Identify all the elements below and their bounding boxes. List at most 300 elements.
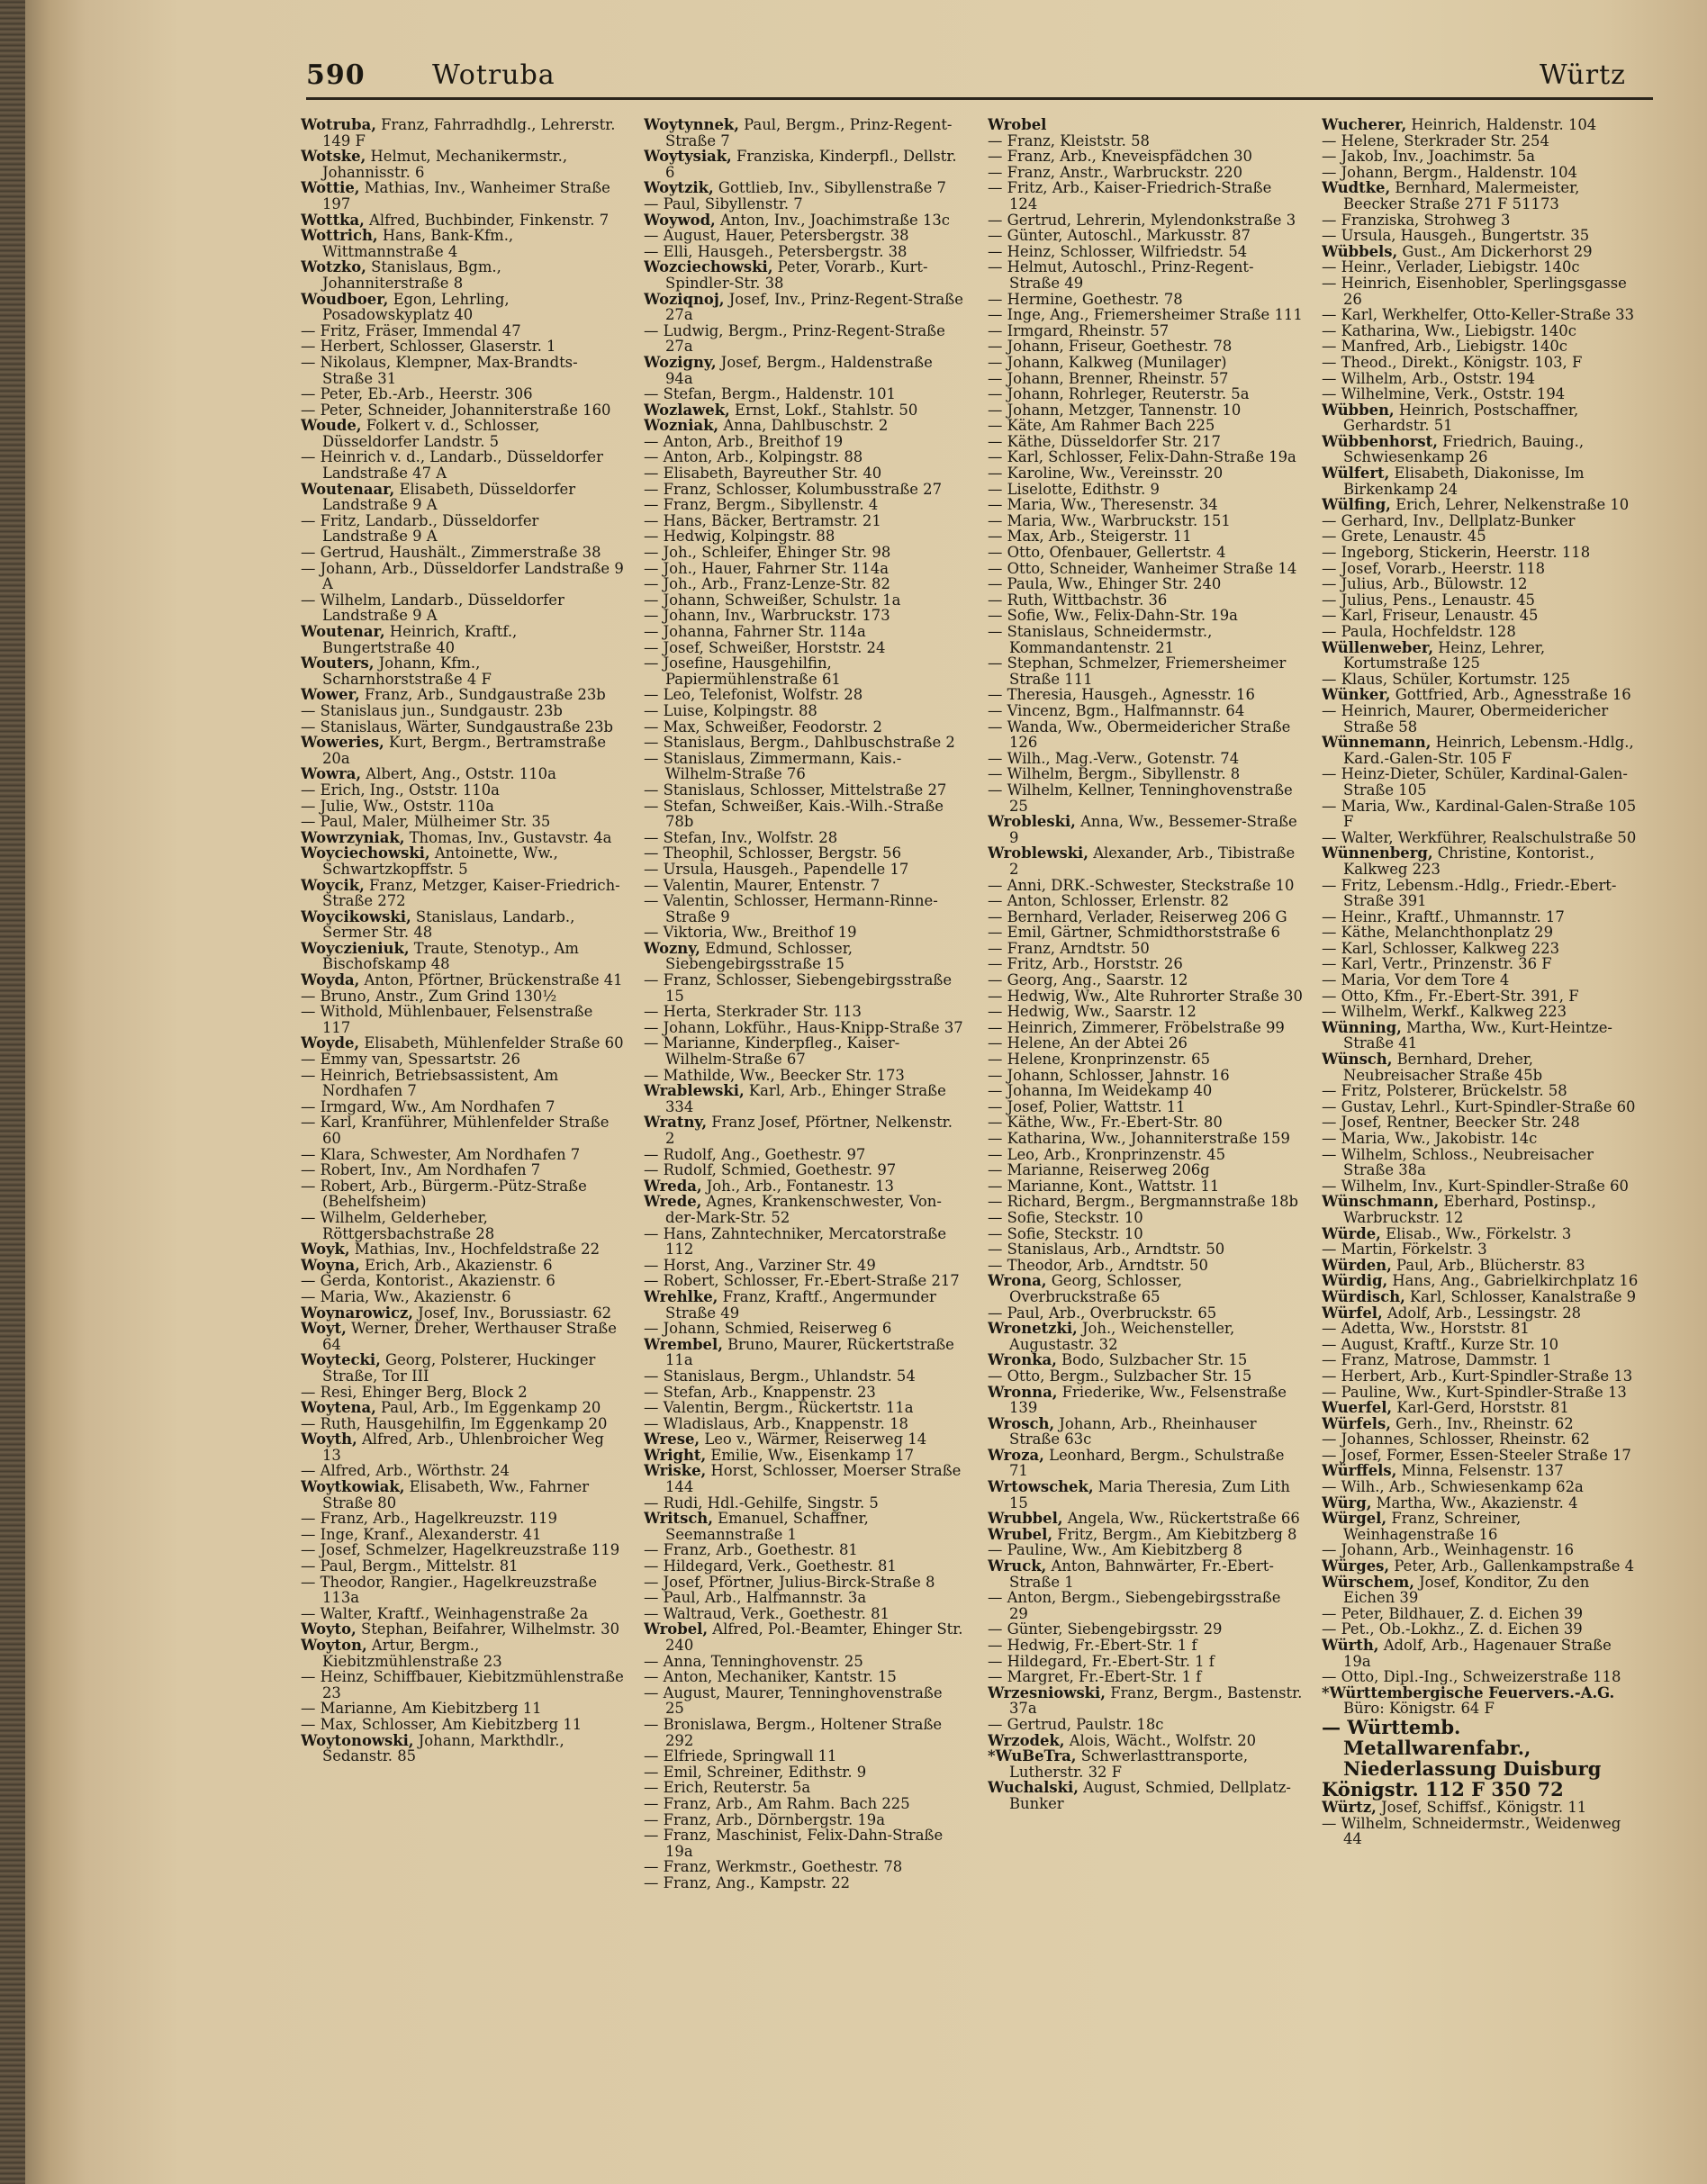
directory-entry <box>1322 1194 1639 1225</box>
entry-details: — Sofie, Steckstr. 10 <box>988 1208 1143 1226</box>
directory-entry <box>988 1321 1303 1352</box>
entry-details: — Leo, Telefonist, Wolfstr. 28 <box>644 686 863 704</box>
entry-surname: Wrtowschek, <box>988 1478 1094 1496</box>
entry-details: Elisabeth, Diakonisse, Im Birkenkamp 24 <box>1343 465 1585 498</box>
entry-surname: Wotske, <box>301 148 366 166</box>
entry-surname: Wünnenberg, <box>1322 844 1433 862</box>
entry-details: — Franz, Arb., Kneveispfädchen 30 <box>988 148 1252 166</box>
directory-entry <box>644 1590 963 1606</box>
entry-details: — Joh., Arb., Franz-Lenze-Str. 82 <box>644 575 890 593</box>
entry-details: — Otto, Dipl.-Ing., Schweizerstraße 118 <box>1322 1668 1621 1686</box>
entry-details: Karl, Schlosser, Kanalstraße 9 <box>1404 1287 1637 1305</box>
directory-entry <box>644 1416 963 1432</box>
entry-details: — Käte, Am Rahmer Bach 225 <box>988 417 1215 435</box>
entry-details: — Stanislaus jun., Sundgaustr. 23b <box>301 701 563 719</box>
entry-surname: Wünnemann, <box>1322 734 1432 752</box>
directory-entry <box>1322 640 1639 672</box>
directory-entry <box>1322 180 1639 212</box>
entry-surname: Würtz, <box>1322 1798 1377 1816</box>
entry-details: — Gustav, Lehrl., Kurt-Spindler-Straße 60 <box>1322 1097 1636 1115</box>
entry-details: — Johann, Schweißer, Schulstr. 1a <box>644 591 901 609</box>
entry-details: — Franz, Bergm., Sibyllenstr. 4 <box>644 496 879 514</box>
entry-details: — Karl, Schlosser, Kalkweg 223 <box>1322 939 1560 957</box>
directory-entry <box>301 513 625 545</box>
directory-entry <box>301 1431 625 1463</box>
directory-entry <box>1322 513 1639 529</box>
entry-surname: Woyt, <box>301 1320 347 1338</box>
entry-details: — Hedwig, Fr.-Ebert-Str. 1 f <box>988 1637 1197 1654</box>
directory-entry <box>644 1717 963 1748</box>
entry-details: — Wladislaus, Arb., Knappenstr. 18 <box>644 1414 908 1432</box>
directory-entry <box>644 1020 963 1036</box>
entry-details: — Nikolaus, Klempner, Max-Brandts-Straße 31 <box>301 353 578 387</box>
entry-details: — Wilhelm, Gelderheber, Röttgersbachstraße 28 <box>301 1208 495 1242</box>
entry-details: — Anton, Arb., Kolpingstr. 88 <box>644 448 863 466</box>
entry-details: Alois, Wächt., Wolfstr. 20 <box>1064 1731 1257 1749</box>
directory-entry <box>644 482 963 498</box>
entry-surname: Woyton, <box>301 1637 367 1654</box>
entry-details: — Elisabeth, Bayreuther Str. 40 <box>644 465 882 483</box>
entry-surname: Wrede, <box>644 1193 702 1211</box>
entry-details: — Wilhelm, Kellner, Tenninghovenstraße 25 <box>988 781 1293 815</box>
entry-details: Alfred, Buchbinder, Finkenstr. 7 <box>364 211 610 229</box>
header-first-name: Wotruba <box>432 59 555 91</box>
directory-entry <box>1322 228 1639 244</box>
entry-details: — Hedwig, Kolpingstr. 88 <box>644 528 835 546</box>
entry-details: — Theodor, Rangier., Hagelkreuzstraße 113a <box>301 1573 598 1607</box>
directory-entry <box>988 1051 1303 1068</box>
entry-surname: Wroza, <box>988 1446 1044 1464</box>
entry-details: — Hans, Bäcker, Bertramstr. 21 <box>644 511 881 529</box>
entry-details: — Johann, Metzger, Tannenstr. 10 <box>988 401 1242 419</box>
directory-entry <box>301 1400 625 1416</box>
entry-details: — Valentin, Schlosser, Hermann-Rinne-Straße 9 <box>644 892 938 925</box>
directory-entry <box>988 1385 1303 1416</box>
entry-details: Werner, Dreher, Werthauser Straße 64 <box>322 1320 617 1353</box>
entry-details: — Max, Arb., Steigerstr. 11 <box>988 528 1192 546</box>
entry-details: — Herta, Sterkrader Str. 113 <box>644 1003 862 1021</box>
directory-entry <box>644 1385 963 1401</box>
directory-entry <box>1322 576 1639 592</box>
entry-details: — Theod., Direkt., Königstr. 103, F <box>1322 353 1583 371</box>
entry-details: — Gertrud, Paulstr. 18c <box>988 1715 1164 1733</box>
entry-surname: Woynarowicz, <box>301 1304 413 1322</box>
directory-entry <box>301 323 625 339</box>
entry-surname: Wower, <box>301 686 360 704</box>
entry-details: Stanislaus, Landarb., Sermer Str. 48 <box>322 907 575 942</box>
directory-entry <box>988 1748 1303 1780</box>
entry-surname: Wowra, <box>301 765 362 783</box>
entry-surname: Wünker, <box>1322 686 1391 704</box>
directory-entry <box>301 1273 625 1289</box>
entry-details: — Franz, Matrose, Dammstr. 1 <box>1322 1351 1552 1369</box>
directory-entry <box>988 925 1303 941</box>
entry-surname: Wülfert, <box>1322 465 1390 483</box>
entry-details: Elisabeth, Ww., Fahrner Straße 80 <box>322 1478 590 1512</box>
directory-entry <box>988 117 1303 133</box>
directory-entry <box>301 180 625 212</box>
directory-entry <box>301 1606 625 1622</box>
directory-entry <box>988 655 1303 687</box>
directory-entry <box>1322 878 1639 909</box>
entry-details: — Helene, An der Abtei 26 <box>988 1034 1188 1052</box>
entry-details: Franz, Bergm., Bastenstr. 37a <box>1009 1683 1303 1718</box>
entry-details: — Stefan, Bergm., Haldenstr. 101 <box>644 385 896 403</box>
entry-surname: Woziqnoj, <box>644 290 725 308</box>
entry-details: Josef, Inv., Prinz-Regent-Straße 27a <box>665 290 963 324</box>
entry-details: — Robert, Arb., Bürgerm.-Pütz-Straße (Behelfsheim) <box>301 1177 587 1211</box>
directory-entry <box>1322 1258 1639 1274</box>
entry-details: — Heinrich, Betriebsassistent, Am Nordhafen 7 <box>301 1066 559 1100</box>
directory-entry <box>1322 845 1639 877</box>
entry-details: Georg, Polsterer, Huckinger Straße, Tor III <box>322 1351 596 1385</box>
entry-surname: Wottrich, <box>301 227 378 245</box>
entry-details: Bernhard, Dreher, Neubreisacher Straße 45b <box>1343 1051 1543 1084</box>
directory-entry <box>644 576 963 592</box>
directory-entry <box>301 972 625 988</box>
entry-details: — Paul, Arb., Overbruckstr. 65 <box>988 1304 1217 1322</box>
entry-details: — Peter, Schneider, Johanniterstraße 160 <box>301 401 611 419</box>
entry-details: Franz, Fahrradhdlg., Lehrerstr. 149 F <box>322 117 616 149</box>
entry-details: — Ursula, Hausgeh., Papendelle 17 <box>644 860 909 878</box>
directory-entry <box>644 972 963 1004</box>
directory-entry <box>301 766 625 782</box>
directory-entry <box>988 371 1303 387</box>
directory-entry <box>644 259 963 291</box>
entry-details: — Ursula, Hausgeh., Bungertstr. 35 <box>1322 227 1590 245</box>
entry-details: — Franz, Maschinist, Felix-Dahn-Straße 19a <box>644 1827 944 1860</box>
entry-details: — Marianne, Am Kiebitzberg 11 <box>301 1700 542 1718</box>
entry-surname: Wuchalski, <box>988 1779 1079 1797</box>
entry-surname: Wronetzki, <box>988 1320 1078 1338</box>
entry-surname: Wünschmann, <box>1322 1193 1440 1211</box>
directory-entry <box>988 751 1303 767</box>
entry-surname: Woycikowski, <box>301 907 411 925</box>
entry-surname: Woycik, <box>301 876 365 894</box>
directory-entry <box>644 1764 963 1781</box>
entry-details: — Sofie, Steckstr. 10 <box>988 1224 1143 1242</box>
entry-details: Angela, Ww., Rückertstraße 66 <box>1062 1510 1300 1528</box>
directory-entry <box>988 1479 1303 1511</box>
directory-entry <box>1322 117 1639 133</box>
entry-surname: Würges, <box>1322 1557 1390 1575</box>
directory-entry <box>644 608 963 624</box>
entry-details: Bernhard, Malermeister, Beecker Straße 271 F 51173 <box>1343 179 1580 212</box>
directory-entry <box>1322 1051 1639 1083</box>
entry-surname: Wudtke, <box>1322 179 1391 197</box>
directory-entry <box>1322 338 1639 355</box>
directory-entry <box>1322 956 1639 972</box>
entry-surname: Würde, <box>1322 1224 1381 1242</box>
directory-entry <box>1322 1289 1639 1305</box>
entry-details: — Resi, Ehinger Berg, Block 2 <box>301 1383 528 1401</box>
directory-entry <box>988 1035 1303 1051</box>
column-3 <box>988 117 1303 2062</box>
directory-entry <box>988 545 1303 561</box>
directory-entry <box>1322 1621 1639 1638</box>
directory-entry <box>1322 608 1639 624</box>
directory-entry <box>1322 1273 1639 1289</box>
directory-entry <box>1322 1685 1639 1717</box>
directory-entry <box>988 624 1303 655</box>
entry-details: Bodo, Sulzbacher Str. 15 <box>1056 1351 1248 1369</box>
directory-entry <box>1322 592 1639 609</box>
directory-entry <box>644 1669 963 1685</box>
directory-entry <box>644 528 963 545</box>
directory-entry <box>1322 212 1639 229</box>
entry-details: — Helmut, Autoschl., Prinz-Regent-Straße 49 <box>988 258 1254 292</box>
entry-details: Erich, Lehrer, Nelkenstraße 10 <box>1390 496 1630 514</box>
directory-entry <box>1322 703 1639 735</box>
entry-details: — Max, Schweißer, Feodorstr. 2 <box>644 717 882 736</box>
directory-entry <box>988 592 1303 609</box>
directory-entry <box>1322 766 1639 798</box>
directory-entry <box>988 1147 1303 1163</box>
entry-details: Folkert v. d., Schlosser, Düsseldorfer Landstr. 5 <box>322 417 540 450</box>
directory-entry <box>1322 355 1639 371</box>
directory-entry <box>644 1748 963 1764</box>
directory-entry <box>988 608 1303 624</box>
entry-surname: Woytysiak, <box>644 148 732 166</box>
entry-details: Georg, Schlosser, Overbruckstraße 65 <box>1009 1272 1182 1305</box>
entry-details: — Pet., Ob.-Lokhz., Z. d. Eichen 39 <box>1322 1620 1583 1638</box>
entry-details: — Gertrud, Lehrerin, Mylendonkstraße 3 <box>988 211 1296 229</box>
entry-details: — Emmy van, Spessartstr. 26 <box>301 1051 520 1069</box>
entry-details: Friederike, Ww., Felsenstraße 139 <box>1009 1383 1287 1417</box>
entry-details: August, Schmied, Dellplatz-Bunker <box>1009 1779 1291 1812</box>
entry-details: — Manfred, Arb., Liebigstr. 140c <box>1322 338 1567 356</box>
directory-entry <box>644 1558 963 1575</box>
entry-details: — Heinz, Schiffbauer, Kiebitzmühlenstraße 23 <box>301 1668 624 1701</box>
entry-details: Emanuel, Schaffner, Seemannstraße 1 <box>665 1510 869 1543</box>
entry-surname: Wülfing, <box>1322 496 1391 514</box>
entry-surname: Würth, <box>1322 1637 1379 1654</box>
directory-entry <box>644 212 963 229</box>
directory-entry <box>301 482 625 513</box>
directory-entry <box>301 830 625 846</box>
directory-entry <box>301 1717 625 1733</box>
entry-details: — Heinrich, Zimmerer, Fröbelstraße 99 <box>988 1018 1285 1036</box>
directory-entry <box>988 1368 1303 1385</box>
entry-details: Karl-Gerd, Horststr. 81 <box>1392 1399 1569 1417</box>
entry-details: — Wilhelm, Werkf., Kalkweg 223 <box>1322 1003 1567 1021</box>
directory-entry <box>1322 941 1639 957</box>
directory-entry <box>988 1273 1303 1304</box>
directory-entry <box>988 1352 1303 1368</box>
entry-surname: Woyto, <box>301 1620 357 1638</box>
entry-details: — Hildegard, Fr.-Ebert-Str. 1 f <box>988 1652 1215 1670</box>
entry-details: — Elfriede, Springwall 11 <box>644 1747 837 1765</box>
entry-details: Anton, Bahnwärter, Fr.-Ebert-Straße 1 <box>1009 1557 1274 1591</box>
entry-surname: Wowrzyniak, <box>301 828 405 846</box>
entry-details: Eberhard, Postinsp., Warbruckstr. 12 <box>1343 1193 1596 1226</box>
directory-entry <box>644 449 963 465</box>
directory-entry <box>644 513 963 529</box>
directory-entry <box>644 1780 963 1796</box>
entry-details: Hans, Ang., Gabrielkirchplatz 16 <box>1387 1272 1639 1290</box>
directory-entry <box>644 1273 963 1289</box>
entry-details: Peter, Vorarb., Kurt-Spindler-Str. 38 <box>665 258 928 292</box>
entry-details: — Fritz, Polsterer, Brückelstr. 58 <box>1322 1082 1567 1100</box>
entry-details: — Anton, Mechaniker, Kantstr. 15 <box>644 1668 897 1686</box>
entry-details: — Josefine, Hausgehilfin, Papiermühlenstraße 61 <box>644 654 841 688</box>
entry-details: — Johann, Friseur, Goethestr. 78 <box>988 338 1233 356</box>
directory-entry <box>988 1194 1303 1210</box>
directory-entry <box>301 941 625 972</box>
directory-entry <box>988 576 1303 592</box>
directory-entry <box>988 355 1303 371</box>
directory-entry <box>301 782 625 799</box>
directory-entry <box>301 212 625 229</box>
directory-entry <box>644 893 963 925</box>
entry-surname: Woytonowski, <box>301 1731 414 1749</box>
directory-entry <box>644 1654 963 1670</box>
entry-details: Alfred, Arb., Uhlenbroicher Weg 13 <box>322 1430 604 1464</box>
entry-surname: Wrobleski, <box>988 813 1076 831</box>
entry-details: Heinrich, Postschaffner, Gerhardstr. 51 <box>1343 401 1579 435</box>
directory-entry <box>644 655 963 687</box>
directory-entry <box>988 1733 1303 1749</box>
entry-surname: Woweries, <box>301 734 384 752</box>
directory-entry <box>1322 528 1639 545</box>
directory-entry <box>301 149 625 180</box>
entry-details: Josef, Inv., Borussiastr. 62 <box>412 1304 612 1322</box>
directory-entry <box>1322 735 1639 766</box>
directory-entry <box>1322 909 1639 925</box>
entry-details: — Rudi, Hdl.-Gehilfe, Singstr. 5 <box>644 1494 879 1512</box>
entry-details: Karl, Arb., Ehinger Straße 334 <box>665 1082 946 1115</box>
entry-details: — Heinr., Verlader, Liebigstr. 140c <box>1322 258 1580 276</box>
directory-entry <box>988 528 1303 545</box>
entry-details: Johann, Kfm., Scharnhorststraße 4 F <box>322 654 492 688</box>
entry-details: — Heinrich, Eisenhobler, Sperlingsgasse 26 <box>1322 274 1627 308</box>
entry-details: — Josef, Schmelzer, Hagelkreuzstraße 119 <box>301 1541 620 1559</box>
entry-details: — August, Maurer, Tenninghovenstraße 25 <box>644 1683 943 1718</box>
directory-entry <box>988 956 1303 972</box>
entry-details: — Walter, Werkführer, Realschulstraße 50 <box>1322 828 1637 846</box>
entry-details: — Stanislaus, Wärter, Sundgaustraße 23b <box>301 717 614 736</box>
directory-entry <box>301 1289 625 1305</box>
entry-surname: Wozigny, <box>644 353 717 371</box>
directory-entry <box>1322 624 1639 640</box>
entry-surname: Woyna, <box>301 1256 360 1274</box>
entry-details: — Paul, Maler, Mülheimer Str. 35 <box>301 813 551 831</box>
entry-details: Niederlassung Duisburg <box>1343 1756 1602 1780</box>
entry-details: — Karl, Schlosser, Felix-Dahn-Straße 19a <box>988 448 1296 466</box>
entry-details: — August, Kraftf., Kurze Str. 10 <box>1322 1335 1559 1353</box>
directory-entry <box>1322 545 1639 561</box>
directory-entry <box>988 941 1303 957</box>
entry-surname: Woyde, <box>301 1034 360 1052</box>
directory-entry <box>301 561 625 592</box>
entry-details: — Robert, Inv., Am Nordhafen 7 <box>301 1161 541 1179</box>
entry-details: — Alfred, Arb., Wörthstr. 24 <box>301 1462 510 1480</box>
directory-entry <box>988 180 1303 212</box>
entry-surname: Wottie, <box>301 179 360 197</box>
directory-entry <box>988 1131 1303 1147</box>
directory-entry <box>644 799 963 830</box>
entry-details: Franz, Arb., Sundgaustraße 23b <box>359 686 606 704</box>
entry-surname: Wozny, <box>644 939 700 957</box>
directory-entry <box>301 386 625 402</box>
directory-entry <box>644 117 963 149</box>
entry-surname: Woyciechowski, <box>301 844 430 862</box>
entry-details: — Inge, Kranf., Alexanderstr. 41 <box>301 1525 542 1543</box>
entry-surname: Wrablewski, <box>644 1082 745 1100</box>
entry-details: Maria Theresia, Zum Lith 15 <box>1009 1478 1290 1512</box>
entry-surname: Woytzik, <box>644 179 714 197</box>
entry-details: — Pauline, Ww., Kurt-Spindler-Straße 13 <box>1322 1383 1627 1401</box>
entry-surname: Wozniak, <box>644 417 719 435</box>
directory-entry <box>988 1638 1303 1654</box>
directory-entry <box>1322 165 1639 181</box>
entry-details: — Adetta, Ww., Horststr. 81 <box>1322 1320 1530 1338</box>
directory-entry <box>301 1669 625 1701</box>
directory-entry <box>301 1162 625 1178</box>
entry-surname: Würfels, <box>1322 1414 1391 1432</box>
entry-surname: — Württemb. Metallwarenfabr., <box>1322 1715 1531 1759</box>
entry-details: — Valentin, Maurer, Entenstr. 7 <box>644 876 881 894</box>
directory-entry <box>1322 307 1639 323</box>
directory-entry <box>988 1083 1303 1099</box>
entry-details: — Herbert, Schlosser, Glaserstr. 1 <box>301 338 556 356</box>
directory-entry <box>988 845 1303 877</box>
entry-details: Paul, Arb., Blücherstr. 83 <box>1391 1256 1585 1274</box>
entry-details: — Helene, Kronprinzenstr. 65 <box>988 1051 1211 1069</box>
directory-entry <box>988 418 1303 434</box>
entry-details: — Erich, Reuterstr. 5a <box>644 1779 811 1797</box>
entry-surname: Würfel, <box>1322 1304 1383 1322</box>
entry-details: — Withold, Mühlenbauer, Felsenstraße 117 <box>301 1003 593 1036</box>
directory-entry <box>644 1511 963 1542</box>
entry-surname: Woytecki, <box>301 1351 381 1369</box>
directory-entry <box>988 1685 1303 1717</box>
entry-details: — Johann, Arb., Düsseldorfer Landstraße 9 A <box>301 559 624 593</box>
entry-details: — Fritz, Lebensm.-Hdlg., Friedr.-Ebert-Straße 391 <box>1322 876 1617 910</box>
directory-entry <box>988 1416 1303 1448</box>
entry-surname: Wriske, <box>644 1462 707 1480</box>
entry-details: Josef, Schiffsf., Königstr. 11 <box>1376 1798 1587 1816</box>
entry-surname: Wrzesniowski, <box>988 1683 1106 1701</box>
directory-entry <box>644 1812 963 1828</box>
directory-entry <box>988 988 1303 1005</box>
entry-details: — Stanislaus, Bergm., Dahlbuschstraße 2 <box>644 734 955 752</box>
entry-surname: Woutenar, <box>301 623 385 640</box>
directory-entry <box>988 878 1303 894</box>
directory-entry <box>301 1305 625 1322</box>
directory-entry <box>988 814 1303 845</box>
entry-details: Martha, Ww., Kurt-Heintze-Straße 41 <box>1343 1018 1612 1052</box>
entry-details: Elisabeth, Mühlenfelder Straße 60 <box>359 1034 624 1052</box>
directory-entry <box>1322 1669 1639 1685</box>
directory-entry <box>1322 1779 1639 1800</box>
entry-surname: Wouters, <box>301 654 375 672</box>
entry-details: — Georg, Ang., Saarstr. 12 <box>988 971 1188 989</box>
entry-surname: Wrubel, <box>988 1525 1053 1543</box>
directory-entry <box>988 1305 1303 1322</box>
directory-entry <box>301 1463 625 1479</box>
directory-entry <box>1322 497 1639 513</box>
entry-surname: Wüllenweber, <box>1322 638 1434 656</box>
entry-surname: Wuerfel, <box>1322 1399 1393 1417</box>
entry-details: — Günter, Siebengebirgsstr. 29 <box>988 1620 1223 1638</box>
entry-details: — Theophil, Schlosser, Bergstr. 56 <box>644 844 902 862</box>
directory-entry <box>301 1099 625 1115</box>
entry-details: — Julius, Arb., Bülowstr. 12 <box>1322 575 1528 593</box>
entry-surname: Wübbels, <box>1322 242 1398 260</box>
column-1 <box>301 117 625 2062</box>
header-last-name: Würtz <box>1539 59 1626 91</box>
